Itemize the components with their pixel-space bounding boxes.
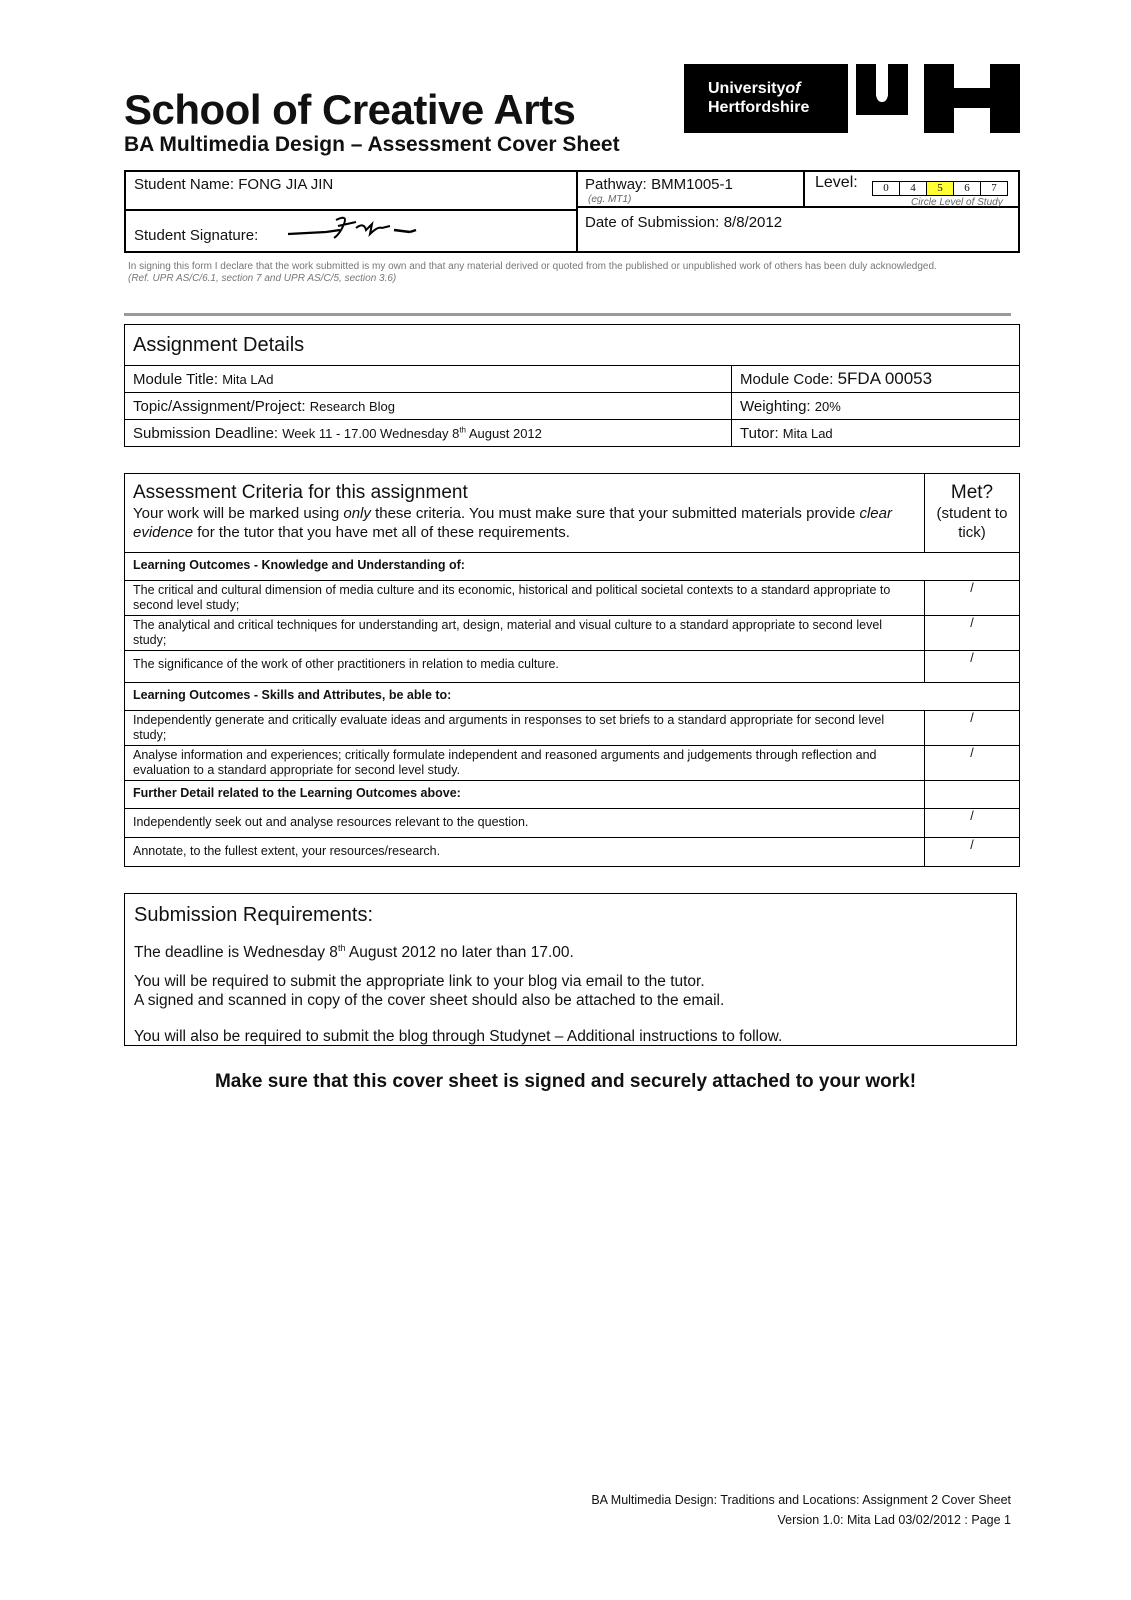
- tutor-label: Tutor:: [740, 424, 779, 442]
- student-name-label: Student Name:: [134, 176, 235, 193]
- logo-u-mark: [856, 64, 908, 115]
- assignment-details-table: [124, 324, 1020, 447]
- weighting-label: Weighting:: [740, 397, 811, 415]
- level-label: Level:: [815, 174, 858, 191]
- module-code-label: Module Code:: [740, 371, 834, 388]
- date-label: Date of Submission:: [585, 214, 720, 231]
- criterion-text: The critical and cultural dimension of media culture and its economic, historical and political societal contexts to a standard appropriate to second level study;: [125, 581, 925, 616]
- weighting-cell: [732, 393, 1020, 420]
- met-checkbox[interactable]: /: [925, 746, 1020, 781]
- university-logo: [684, 64, 848, 133]
- topic-label: Topic/Assignment/Project:: [133, 397, 306, 415]
- topic-cell: [125, 393, 732, 420]
- deadline-value: [282, 426, 542, 441]
- met-checkbox[interactable]: /: [925, 651, 1020, 683]
- level-option: 0: [873, 182, 900, 195]
- submission-heading: Submission Requirements:: [134, 904, 373, 926]
- met-heading: Met?: [950, 482, 994, 503]
- deadline-cell: [125, 420, 732, 447]
- weighting-value: 20%: [814, 398, 841, 414]
- deadline-suffix: th: [337, 943, 346, 953]
- pathway-field: [585, 176, 733, 194]
- page-title: School of Creative Arts: [124, 86, 576, 133]
- level-option-selected: 5: [927, 182, 954, 195]
- tutor-cell: [732, 420, 1020, 447]
- intro-emphasis: only: [343, 505, 371, 522]
- declaration-line: In signing this form I declare that the work submitted is my own and that any material derived or quoted from the published or unpublished work of others has been duly acknowledged.: [128, 261, 937, 272]
- attachment-reminder: Make sure that this cover sheet is signed and securely attached to your work!: [214, 1071, 917, 1092]
- footer-line: BA Multimedia Design: Traditions and Locations: Assignment 2 Cover Sheet: [591, 1493, 1011, 1507]
- met-checkbox[interactable]: /: [925, 711, 1020, 746]
- declaration-text: [128, 261, 988, 285]
- criteria-header-cell: [125, 474, 925, 553]
- intro-text: Your work will be marked using: [133, 505, 344, 522]
- deadline-label: Submission Deadline:: [133, 424, 279, 442]
- section-heading: Learning Outcomes - Knowledge and Understanding of:: [125, 553, 1020, 581]
- logo-text-of: of: [785, 80, 801, 97]
- met-subheading: (student to tick): [936, 505, 1008, 541]
- criterion-text: Independently seek out and analyse resources relevant to the question.: [125, 809, 925, 838]
- submission-line: A signed and scanned in copy of the cover sheet should also be attached to the email.: [134, 992, 725, 1009]
- section-heading: Learning Outcomes - Skills and Attributes, be able to:: [125, 683, 1020, 711]
- met-empty: [925, 781, 1020, 809]
- student-name-value: FONG JIA JIN: [238, 176, 334, 193]
- module-title-value: Mita LAd: [222, 371, 274, 387]
- level-option: 6: [954, 182, 981, 195]
- logo-text-university: University: [708, 80, 786, 97]
- met-header-cell: [925, 474, 1020, 553]
- module-code-cell: [732, 366, 1020, 393]
- deadline-text: Week 11 - 17.00 Wednesday 8: [282, 425, 460, 441]
- topic-value: Research Blog: [309, 398, 396, 414]
- criteria-intro: [133, 504, 916, 542]
- date-value: 8/8/2012: [723, 214, 783, 231]
- intro-text: for the tutor that you have met all of these requirements.: [193, 524, 570, 541]
- intro-emphasis: clear evidence: [133, 505, 892, 541]
- module-title-cell: [125, 366, 732, 393]
- pathway-hint: (eg. MT1): [588, 194, 632, 205]
- pathway-value: BMM1005-1: [651, 176, 733, 193]
- criterion-text: The significance of the work of other practitioners in relation to media culture.: [125, 651, 925, 683]
- criteria-heading: Assessment Criteria for this assignment: [133, 482, 468, 503]
- level-option: 4: [900, 182, 927, 195]
- deadline-text: The deadline is Wednesday 8: [134, 944, 338, 962]
- handwritten-signature: [286, 212, 426, 242]
- deadline-text-end: August 2012: [465, 425, 542, 441]
- page-subtitle: BA Multimedia Design – Assessment Cover Sheet: [124, 133, 620, 156]
- submission-deadline-line: [134, 943, 574, 962]
- met-checkbox[interactable]: /: [925, 616, 1020, 651]
- deadline-text-end: August 2012 no later than 17.00.: [345, 944, 574, 962]
- declaration-reference: (Ref. UPR AS/C/6.1, section 7 and UPR AS/C/5, section 3.6): [128, 273, 397, 284]
- submission-line: You will be required to submit the appropriate link to your blog via email to the tutor.: [134, 973, 705, 990]
- logo-h-mark: [924, 64, 1020, 133]
- criterion-text: Annotate, to the fullest extent, your resources/research.: [125, 838, 925, 867]
- section-heading: Further Detail related to the Learning Outcomes above:: [125, 781, 925, 809]
- criterion-text: Analyse information and experiences; critically formulate independent and reasoned arguments and judgements through reflection and evaluation to a standard appropriate for second level study.: [125, 746, 925, 781]
- criterion-text: The analytical and critical techniques for understanding art, design, material and visual culture to a standard appropriate to second level study;: [125, 616, 925, 651]
- footer-version: Version 1.0: Mita Lad 03/02/2012 : Page 1: [777, 1513, 1011, 1527]
- level-hint: Circle Level of Study: [911, 197, 1003, 208]
- pathway-label: Pathway:: [585, 176, 647, 193]
- submission-requirements-box: [124, 893, 1017, 1046]
- divider: [124, 313, 1011, 316]
- criterion-text: Independently generate and critically evaluate ideas and arguments in responses to set briefs to a standard appropriate for second level study;: [125, 711, 925, 746]
- assignment-details-heading: Assignment Details: [125, 325, 1020, 366]
- submission-line: You will also be required to submit the blog through Studynet – Additional instructions to follow.: [134, 1028, 783, 1045]
- assessment-criteria-table: [124, 473, 1020, 867]
- level-selector: [872, 181, 1008, 196]
- tutor-value: Mita Lad: [782, 425, 833, 441]
- logo-text-hertfordshire: Hertfordshire: [708, 99, 810, 116]
- met-checkbox[interactable]: /: [925, 838, 1020, 867]
- student-name-field: [134, 176, 333, 193]
- met-checkbox[interactable]: /: [925, 809, 1020, 838]
- intro-text: these criteria. You must make sure that your submitted materials provide: [370, 505, 860, 522]
- level-option: 7: [991, 182, 997, 194]
- module-title-label: Module Title:: [133, 370, 219, 388]
- met-checkbox[interactable]: /: [925, 581, 1020, 616]
- student-signature-label: Student Signature:: [134, 227, 259, 244]
- deadline-suffix: th: [459, 425, 466, 435]
- module-code-value: 5FDA 00053: [837, 369, 933, 388]
- date-of-submission-field: [585, 214, 782, 232]
